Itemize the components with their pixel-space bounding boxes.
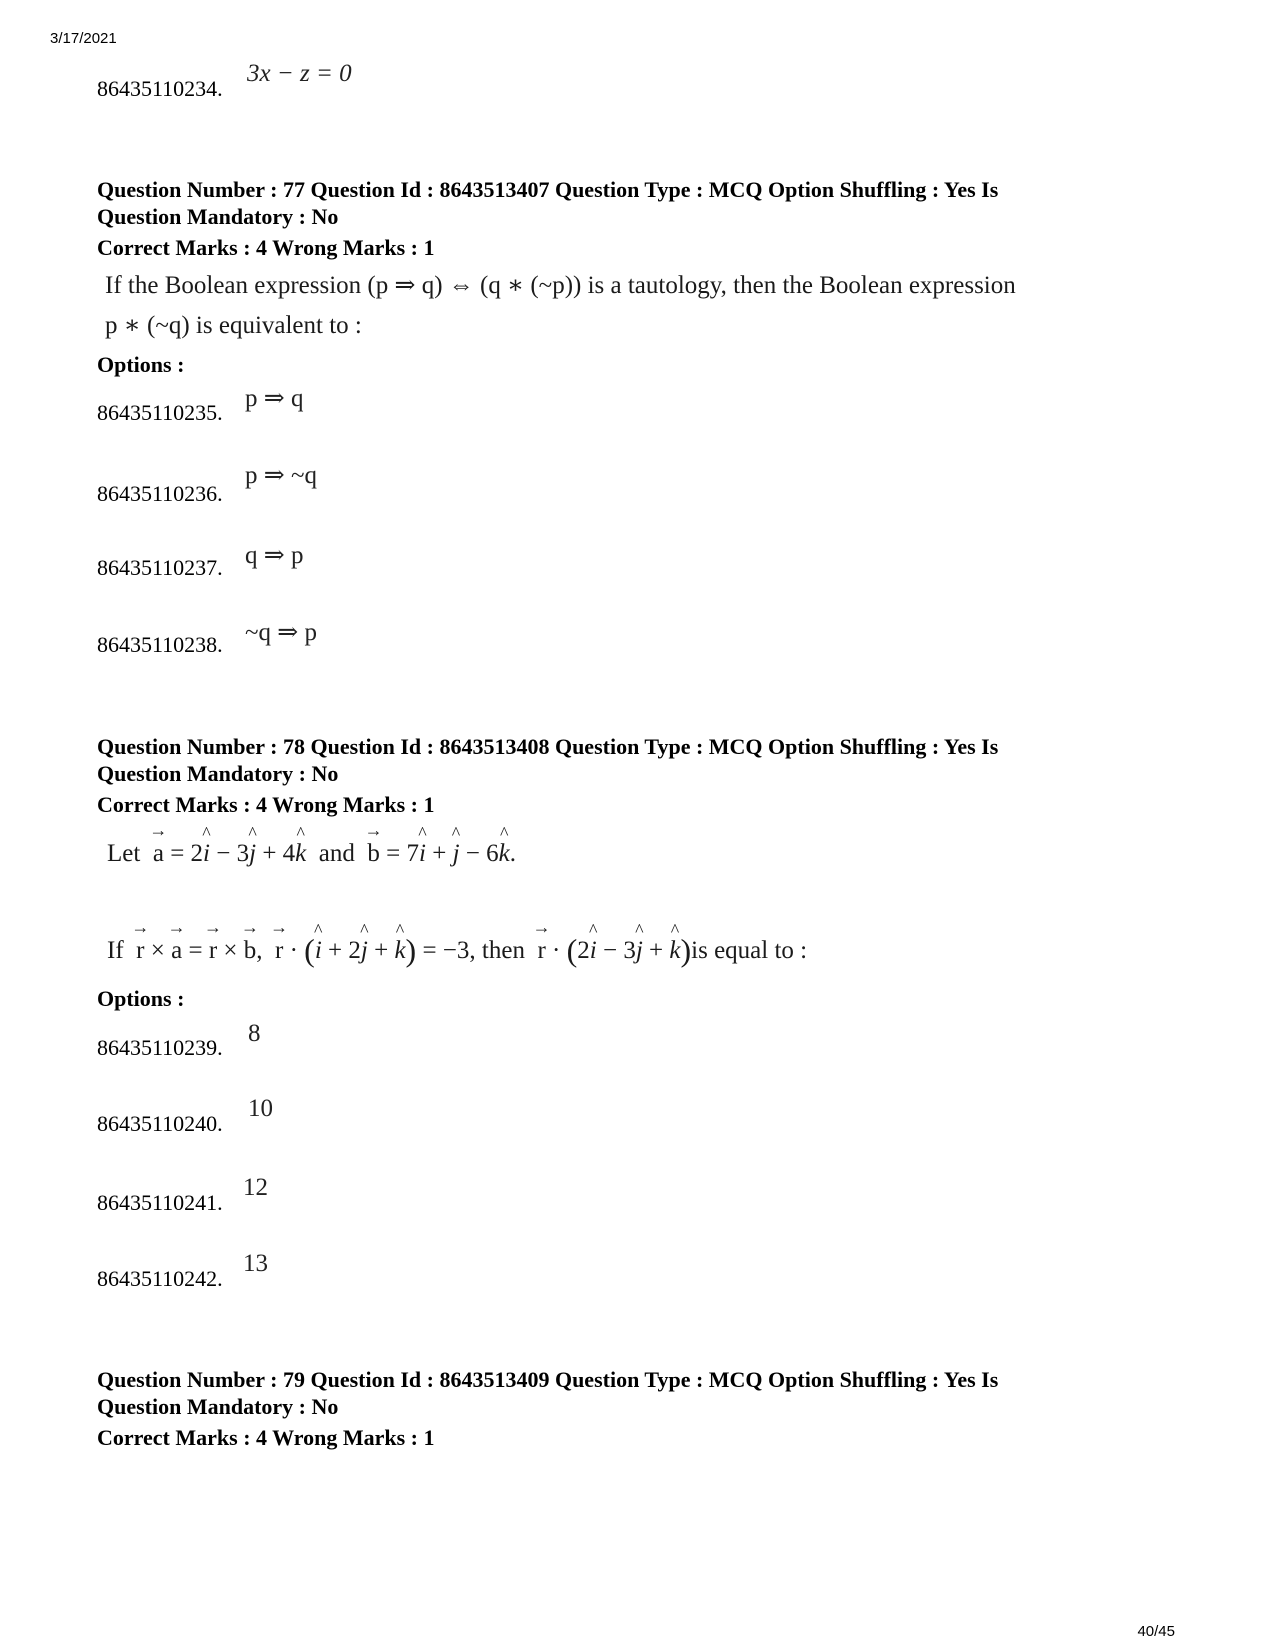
question-79-marks: Correct Marks : 4 Wrong Marks : 1 <box>97 1425 435 1450</box>
question-header-line: Question Mandatory : No <box>97 204 339 229</box>
vector-a: → a <box>171 937 182 965</box>
math-text: = −3, then <box>422 937 525 964</box>
question-78-vectors-definition: Let → a = 2^ i − 3^ j + 4^ k and → b = 7^ i + ^ j − 6^ k. <box>107 840 516 868</box>
math-text: and <box>318 840 355 867</box>
question-79-header <box>97 1366 998 1420</box>
option-id: 86435110238. <box>97 632 223 657</box>
option-value: 13 <box>243 1250 268 1277</box>
vector-a: → a <box>153 840 164 868</box>
math-text: = 2 <box>170 840 204 867</box>
question-78-header <box>97 733 998 787</box>
question-77-text-line-1: If the Boolean expression (p ⇒ q) ⇔ (q ∗ (~p)) is a tautology, then the Boolean expression <box>105 272 1016 299</box>
option-value: p ⇒ ~q <box>245 462 317 489</box>
page-number: 40/45 <box>1137 1623 1175 1640</box>
option-value: p ⇒ q <box>245 385 304 412</box>
math-text: Let <box>107 840 141 867</box>
option-id: 86435110234. <box>97 76 223 101</box>
options-label: Options : <box>97 352 185 377</box>
option-value: 10 <box>248 1095 273 1122</box>
question-header-line: Question Mandatory : No <box>97 1394 339 1419</box>
question-header-line: Question Number : 79 Question Id : 8643513409 Question Type : MCQ Option Shuffling : Yes Is <box>97 1367 999 1392</box>
question-header-line: Question Number : 77 Question Id : 8643513407 Question Type : MCQ Option Shuffling : Yes Is <box>97 177 999 202</box>
option-id: 86435110236. <box>97 481 223 506</box>
vector-r: → r <box>209 937 217 965</box>
vector-b: → b <box>367 840 380 868</box>
option-value: 12 <box>243 1174 268 1201</box>
question-header-line: Question Number : 78 Question Id : 8643513408 Question Type : MCQ Option Shuffling : Yes Is <box>97 734 999 759</box>
question-77-text-line-2: p ∗ (~q) is equivalent to : <box>105 312 362 339</box>
vector-b: → b <box>244 937 257 965</box>
vector-r: → r <box>537 937 545 965</box>
question-77-marks: Correct Marks : 4 Wrong Marks : 1 <box>97 235 435 260</box>
option-value: q ⇒ p <box>245 542 304 569</box>
question-header-line: Question Mandatory : No <box>97 761 339 786</box>
question-77-header <box>97 176 998 230</box>
print-date: 3/17/2021 <box>50 30 117 47</box>
option-id: 86435110239. <box>97 1035 223 1060</box>
options-label: Options : <box>97 986 185 1011</box>
question-78-marks: Correct Marks : 4 Wrong Marks : 1 <box>97 792 435 817</box>
option-value: 8 <box>248 1020 261 1047</box>
math-text: is equal to : <box>691 937 808 964</box>
option-id: 86435110242. <box>97 1266 223 1291</box>
vector-r: → r <box>136 937 144 965</box>
option-value: ~q ⇒ p <box>245 619 317 646</box>
option-id: 86435110235. <box>97 400 223 425</box>
option-id: 86435110237. <box>97 555 223 580</box>
question-78-condition: If → r × → a = → r × → b, → r · (^ i + 2^ j + ^ k) = −3, then → r · (2^ i − 3^ j + ^ k)is equal to : <box>107 932 807 969</box>
option-id: 86435110240. <box>97 1111 223 1136</box>
math-text: If <box>107 937 124 964</box>
vector-r: → r <box>275 937 283 965</box>
option-value: 3x − z = 0 <box>247 60 352 87</box>
option-id: 86435110241. <box>97 1190 223 1215</box>
